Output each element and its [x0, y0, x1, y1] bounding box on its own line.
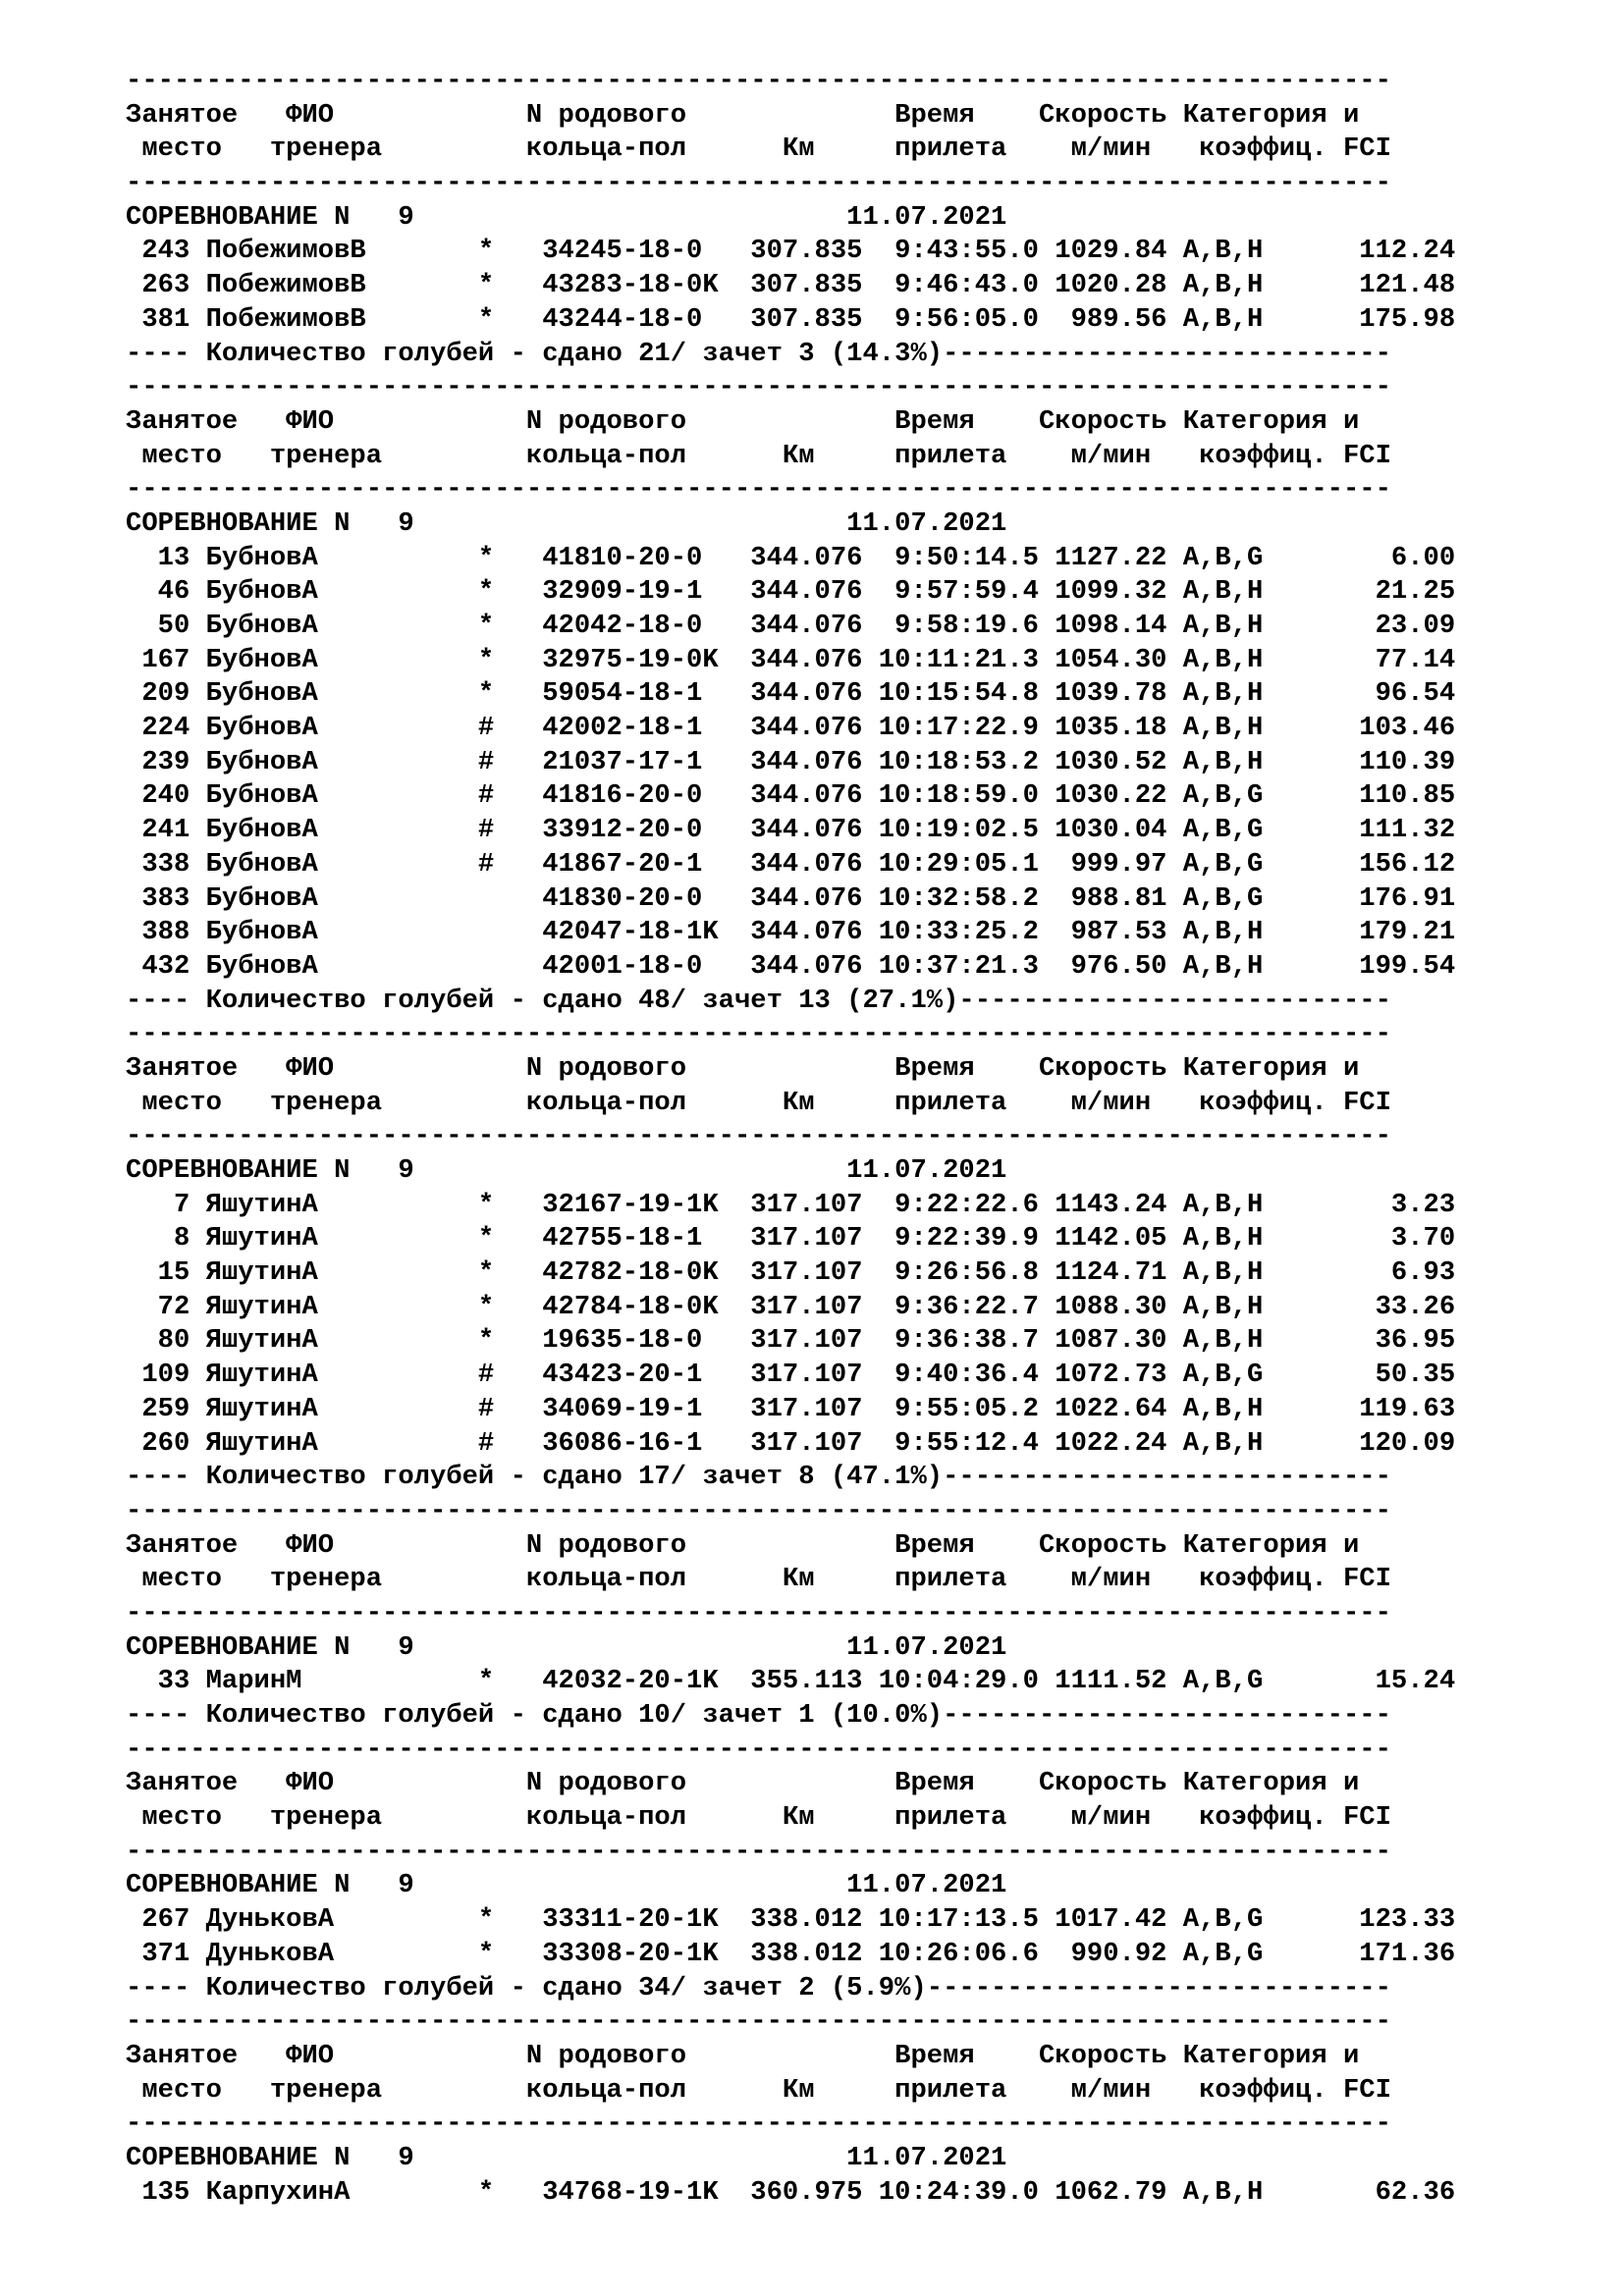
- column-header-line-1: Занятое ФИО N родового Время Скорость Категория и: [126, 2040, 1360, 2071]
- section-summary: ---- Количество голубей - сдано 21/ зачет 3 (14.3%)----------------------------: [126, 338, 1391, 369]
- result-row: 224 БубновА # 42002-18-1 344.076 10:17:22.9 1035.18 A,B,H 103.46: [126, 713, 1456, 744]
- result-row: 72 ЯшутинА * 42784-18-0K 317.107 9:36:22.7 1088.30 A,B,H 33.26: [126, 1291, 1456, 1322]
- result-row: 432 БубновА 42001-18-0 344.076 10:37:21.3 976.50 A,B,H 199.54: [126, 950, 1456, 982]
- competition-title: СОРЕВНОВАНИЕ N 9 11.07.2021: [126, 1870, 1007, 1901]
- result-row: 267 ДуньковА * 33311-20-1K 338.012 10:17:13.5 1017.42 A,B,G 123.33: [126, 1904, 1456, 1936]
- result-row: 8 ЯшутинА * 42755-18-1 317.107 9:22:39.9 1142.05 A,B,H 3.70: [126, 1223, 1456, 1255]
- separator-line: -------------------------------------------------------------------------------: [126, 2109, 1391, 2140]
- separator-line: -------------------------------------------------------------------------------: [126, 1734, 1391, 1765]
- result-row: 388 БубновА 42047-18-1K 344.076 10:33:25.2 987.53 A,B,H 179.21: [126, 917, 1456, 948]
- result-row: 109 ЯшутинА # 43423-20-1 317.107 9:40:36.4 1072.73 A,B,G 50.35: [126, 1360, 1456, 1391]
- result-row: 33 МаринМ * 42032-20-1K 355.113 10:04:29.0 1111.52 A,B,G 15.24: [126, 1666, 1456, 1697]
- separator-line: -------------------------------------------------------------------------------: [126, 1597, 1391, 1629]
- separator-line: -------------------------------------------------------------------------------: [126, 1019, 1391, 1050]
- column-header-line-1: Занятое ФИО N родового Время Скорость Категория и: [126, 1529, 1360, 1561]
- result-row: 241 БубновА # 33912-20-0 344.076 10:19:02.5 1030.04 A,B,G 111.32: [126, 815, 1456, 846]
- column-header-line-1: Занятое ФИО N родового Время Скорость Категория и: [126, 1052, 1360, 1084]
- section-summary: ---- Количество голубей - сдано 10/ зачет 1 (10.0%)----------------------------: [126, 1700, 1391, 1731]
- competition-title: СОРЕВНОВАНИЕ N 9 11.07.2021: [126, 201, 1007, 233]
- result-row: 80 ЯшутинА * 19635-18-0 317.107 9:36:38.7 1087.30 A,B,H 36.95: [126, 1325, 1456, 1357]
- result-row: 240 БубновА # 41816-20-0 344.076 10:18:59.0 1030.22 A,B,G 110.85: [126, 780, 1456, 812]
- competition-title: СОРЕВНОВАНИЕ N 9 11.07.2021: [126, 2142, 1007, 2173]
- competition-title: СОРЕВНОВАНИЕ N 9 11.07.2021: [126, 507, 1007, 539]
- competition-title: СОРЕВНОВАНИЕ N 9 11.07.2021: [126, 1155, 1007, 1186]
- separator-line: -------------------------------------------------------------------------------: [126, 372, 1391, 403]
- result-row: 50 БубновА * 42042-18-0 344.076 9:58:19.6 1098.14 A,B,H 23.09: [126, 611, 1456, 641]
- result-row: 263 ПобежимовВ * 43283-18-0K 307.835 9:46:43.0 1020.28 A,B,H 121.48: [126, 270, 1456, 301]
- column-header-line-1: Занятое ФИО N родового Время Скорость Категория и: [126, 99, 1360, 131]
- column-header-line-1: Занятое ФИО N родового Время Скорость Категория и: [126, 1768, 1360, 1799]
- result-row: 259 ЯшутинА # 34069-19-1 317.107 9:55:05.2 1022.64 A,B,H 119.63: [126, 1393, 1456, 1424]
- separator-line: -------------------------------------------------------------------------------: [126, 2006, 1391, 2038]
- result-row: 13 БубновА * 41810-20-0 344.076 9:50:14.5 1127.22 A,B,G 6.00: [126, 542, 1456, 573]
- column-header-line-2: место тренера кольца-пол Км прилета м/мин коэффиц. FCI: [126, 1802, 1391, 1834]
- separator-line: -------------------------------------------------------------------------------: [126, 168, 1391, 199]
- result-row: 239 БубновА # 21037-17-1 344.076 10:18:53.2 1030.52 A,B,H 110.39: [126, 746, 1456, 777]
- column-header-line-1: Занятое ФИО N родового Время Скорость Категория и: [126, 405, 1360, 437]
- section-summary: ---- Количество голубей - сдано 34/ зачет 2 (5.9%)-----------------------------: [126, 1972, 1391, 2003]
- separator-line: -------------------------------------------------------------------------------: [126, 66, 1391, 96]
- competition-title: СОРЕВНОВАНИЕ N 9 11.07.2021: [126, 1631, 1007, 1663]
- separator-line: -------------------------------------------------------------------------------: [126, 1121, 1391, 1152]
- result-row: 135 КарпухинА * 34768-19-1K 360.975 10:24:39.0 1062.79 A,B,H 62.36: [126, 2176, 1456, 2208]
- column-header-line-2: место тренера кольца-пол Км прилета м/мин коэффиц. FCI: [126, 1564, 1391, 1595]
- section-summary: ---- Количество голубей - сдано 17/ зачет 8 (47.1%)----------------------------: [126, 1462, 1391, 1493]
- column-header-line-2: место тренера кольца-пол Км прилета м/мин коэффиц. FCI: [126, 2074, 1391, 2106]
- column-header-line-2: место тренера кольца-пол Км прилета м/мин коэффиц. FCI: [126, 440, 1391, 471]
- result-row: 381 ПобежимовВ * 43244-18-0 307.835 9:56:05.0 989.56 A,B,H 175.98: [126, 303, 1456, 335]
- result-row: 7 ЯшутинА * 32167-19-1K 317.107 9:22:22.6 1143.24 A,B,H 3.23: [126, 1189, 1456, 1220]
- result-row: 243 ПобежимовВ * 34245-18-0 307.835 9:43:55.0 1029.84 A,B,H 112.24: [126, 236, 1456, 267]
- result-row: 371 ДуньковА * 33308-20-1K 338.012 10:26:06.6 990.92 A,B,G 171.36: [126, 1938, 1456, 1969]
- result-row: 167 БубновА * 32975-19-0K 344.076 10:11:21.3 1054.30 A,B,H 77.14: [126, 644, 1456, 675]
- section-summary: ---- Количество голубей - сдано 48/ зачет 13 (27.1%)---------------------------: [126, 985, 1391, 1016]
- column-header-line-2: место тренера кольца-пол Км прилета м/мин коэффиц. FCI: [126, 133, 1391, 165]
- result-row: 209 БубновА * 59054-18-1 344.076 10:15:54.8 1039.78 A,B,H 96.54: [126, 678, 1456, 710]
- race-results-report: [126, 65, 1455, 2210]
- result-row: 15 ЯшутинА * 42782-18-0K 317.107 9:26:56.8 1124.71 A,B,H 6.93: [126, 1257, 1456, 1289]
- result-row: 46 БубновА * 32909-19-1 344.076 9:57:59.4 1099.32 A,B,H 21.25: [126, 576, 1456, 608]
- result-row: 338 БубновА # 41867-20-1 344.076 10:29:05.1 999.97 A,B,G 156.12: [126, 848, 1456, 880]
- separator-line: -------------------------------------------------------------------------------: [126, 474, 1391, 506]
- separator-line: -------------------------------------------------------------------------------: [126, 1836, 1391, 1867]
- column-header-line-2: место тренера кольца-пол Км прилета м/мин коэффиц. FCI: [126, 1087, 1391, 1118]
- result-row: 260 ЯшутинА # 36086-16-1 317.107 9:55:12.4 1022.24 A,B,H 120.09: [126, 1427, 1456, 1459]
- result-row: 383 БубновА 41830-20-0 344.076 10:32:58.2 988.81 A,B,G 176.91: [126, 882, 1456, 914]
- separator-line: -------------------------------------------------------------------------------: [126, 1495, 1391, 1526]
